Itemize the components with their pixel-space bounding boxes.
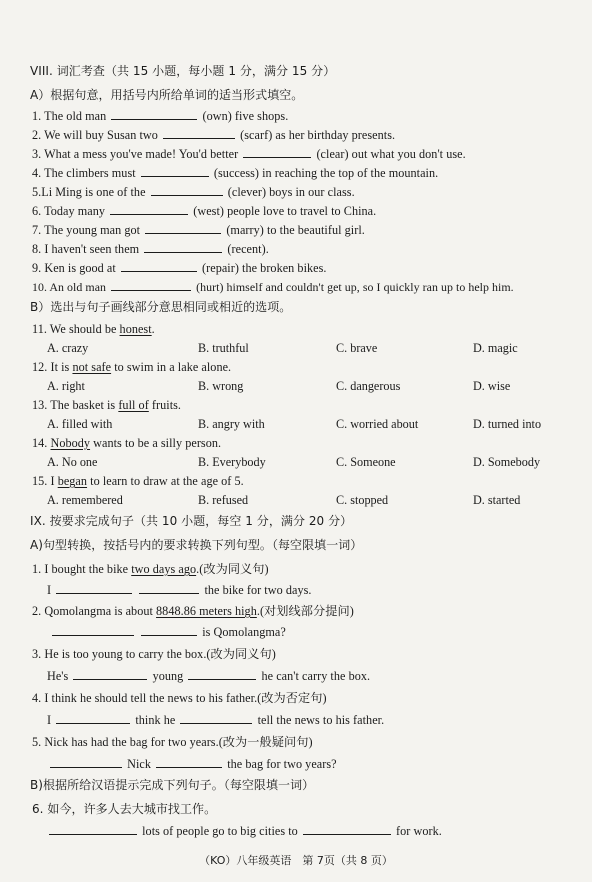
section9-partB-instruction: B)根据所给汉语提示完成下列句子。（每空限填一词） (30, 778, 315, 792)
answer-blank-8[interactable] (144, 241, 222, 253)
fill-question-6: 6. Today many (west) people love to travel to China. (32, 204, 377, 218)
fill-question-2: 2. We will buy Susan two (scarf) as her birthday presents. (32, 128, 396, 142)
option-c[interactable]: C. dangerous (336, 379, 401, 393)
answer-blank-4[interactable] (141, 165, 209, 177)
option-a[interactable]: A. crazy (47, 341, 89, 355)
rewrite-question-1: 1. I bought the bike two days ago.(改为同义句) (32, 562, 269, 576)
section8-title: VIII. 词汇考查（共 15 小题，每小题 1 分，满分 15 分） (30, 64, 336, 78)
answer-blank[interactable] (52, 624, 134, 636)
option-b[interactable]: B. refused (198, 493, 249, 507)
option-c[interactable]: C. Someone (336, 455, 396, 469)
option-d[interactable]: D. wise (473, 379, 511, 393)
option-d[interactable]: D. magic (473, 341, 518, 355)
answer-blank[interactable] (49, 823, 137, 835)
mc-question-13: 13. The basket is full of fruits. (32, 398, 182, 412)
option-a[interactable]: A. remembered (47, 493, 123, 507)
fill-question-3: 3. What a mess you've made! You'd better (clear) out what you don't use. (32, 147, 466, 161)
answer-blank-9[interactable] (121, 260, 197, 272)
answer-blank[interactable] (156, 756, 222, 768)
option-c[interactable]: C. stopped (336, 493, 389, 507)
answer-blank[interactable] (50, 756, 122, 768)
option-d[interactable]: D. turned into (473, 417, 542, 431)
rewrite-question-3: 3. He is too young to carry the box.(改为同义句) (32, 647, 276, 661)
rewrite-answer-4: I think he tell the news to his father. (47, 713, 385, 727)
fill-question-9: 9. Ken is good at (repair) the broken bikes. (32, 261, 327, 275)
rewrite-question-5: 5. Nick has had the bag for two years.(改为一般疑问句) (32, 735, 313, 749)
mc-question-15: 15. I began to learn to draw at the age of 5. (32, 474, 244, 488)
rewrite-answer-1: I the bike for two days. (47, 583, 312, 597)
fill-question-8: 8. I haven't seen them (recent). (32, 242, 269, 256)
rewrite-answer-3: He's young he can't carry the box. (47, 669, 371, 683)
mc-question-14: 14. Nobody wants to be a silly person. (32, 436, 222, 450)
rewrite-question-4: 4. I think he should tell the news to his father.(改为否定句) (32, 691, 327, 705)
fill-question-4: 4. The climbers must (success) in reaching the top of the mountain. (32, 166, 439, 180)
option-c[interactable]: C. brave (336, 341, 378, 355)
page-footer: （KO）八年级英语 第 7页（共 8 页） (199, 854, 393, 867)
answer-blank-5[interactable] (151, 184, 223, 196)
answer-blank[interactable] (56, 582, 132, 594)
translate-answer-6: lots of people go to big cities to for work. (47, 823, 592, 839)
option-c[interactable]: C. worried about (336, 417, 419, 431)
option-b[interactable]: B. wrong (198, 379, 244, 393)
rewrite-question-2: 2. Qomolangma is about 8848.86 meters high.(对划线部分提问) (32, 604, 354, 618)
answer-blank[interactable] (73, 668, 147, 680)
translate-question-6: 6. 如今，许多人去大城市找工作。 (32, 802, 217, 816)
answer-blank[interactable] (56, 712, 130, 724)
answer-blank[interactable] (180, 712, 252, 724)
option-b[interactable]: B. angry with (198, 417, 265, 431)
fill-question-1: 1. The old man (own) five shops. (32, 109, 289, 123)
section9-title: IX. 按要求完成句子（共 10 小题，每空 1 分，满分 20 分） (30, 514, 353, 528)
rewrite-answer-2: is Qomolangma? (50, 624, 592, 640)
answer-blank[interactable] (303, 823, 391, 835)
fill-question-7: 7. The young man got (marry) to the beautiful girl. (32, 223, 365, 237)
answer-blank-6[interactable] (110, 203, 188, 215)
option-b[interactable]: B. Everybody (198, 455, 266, 469)
option-d[interactable]: D. started (473, 493, 521, 507)
rewrite-answer-5: Nick the bag for two years? (48, 756, 592, 772)
answer-blank-3[interactable] (243, 146, 311, 158)
section8-partA-instruction: A）根据句意，用括号内所给单词的适当形式填空。 (30, 88, 304, 102)
answer-blank[interactable] (141, 624, 197, 636)
option-d[interactable]: D. Somebody (473, 455, 541, 469)
option-a[interactable]: A. No one (47, 455, 98, 469)
section8-partB-instruction: B）选出与句子画线部分意思相同或相近的选项。 (30, 300, 292, 314)
answer-blank-7[interactable] (145, 222, 221, 234)
option-a[interactable]: A. filled with (47, 417, 113, 431)
mc-question-11: 11. We should be honest. (32, 322, 155, 336)
answer-blank[interactable] (188, 668, 256, 680)
fill-question-10: 10. An old man (hurt) himself and couldn't get up, so I quickly ran up to help him. (32, 280, 514, 294)
option-b[interactable]: B. truthful (198, 341, 249, 355)
answer-blank[interactable] (139, 582, 199, 594)
answer-blank-2[interactable] (163, 127, 235, 139)
option-a[interactable]: A. right (47, 379, 85, 393)
mc-question-12: 12. It is not safe to swim in a lake alone. (32, 360, 232, 374)
section9-partA-instruction: A)句型转换，按括号内的要求转换下列句型。（每空限填一词） (30, 538, 363, 552)
answer-blank-1[interactable] (111, 108, 197, 120)
fill-question-5: 5.Li Ming is one of the (clever) boys in our class. (32, 185, 355, 199)
answer-blank-10[interactable] (111, 279, 191, 291)
